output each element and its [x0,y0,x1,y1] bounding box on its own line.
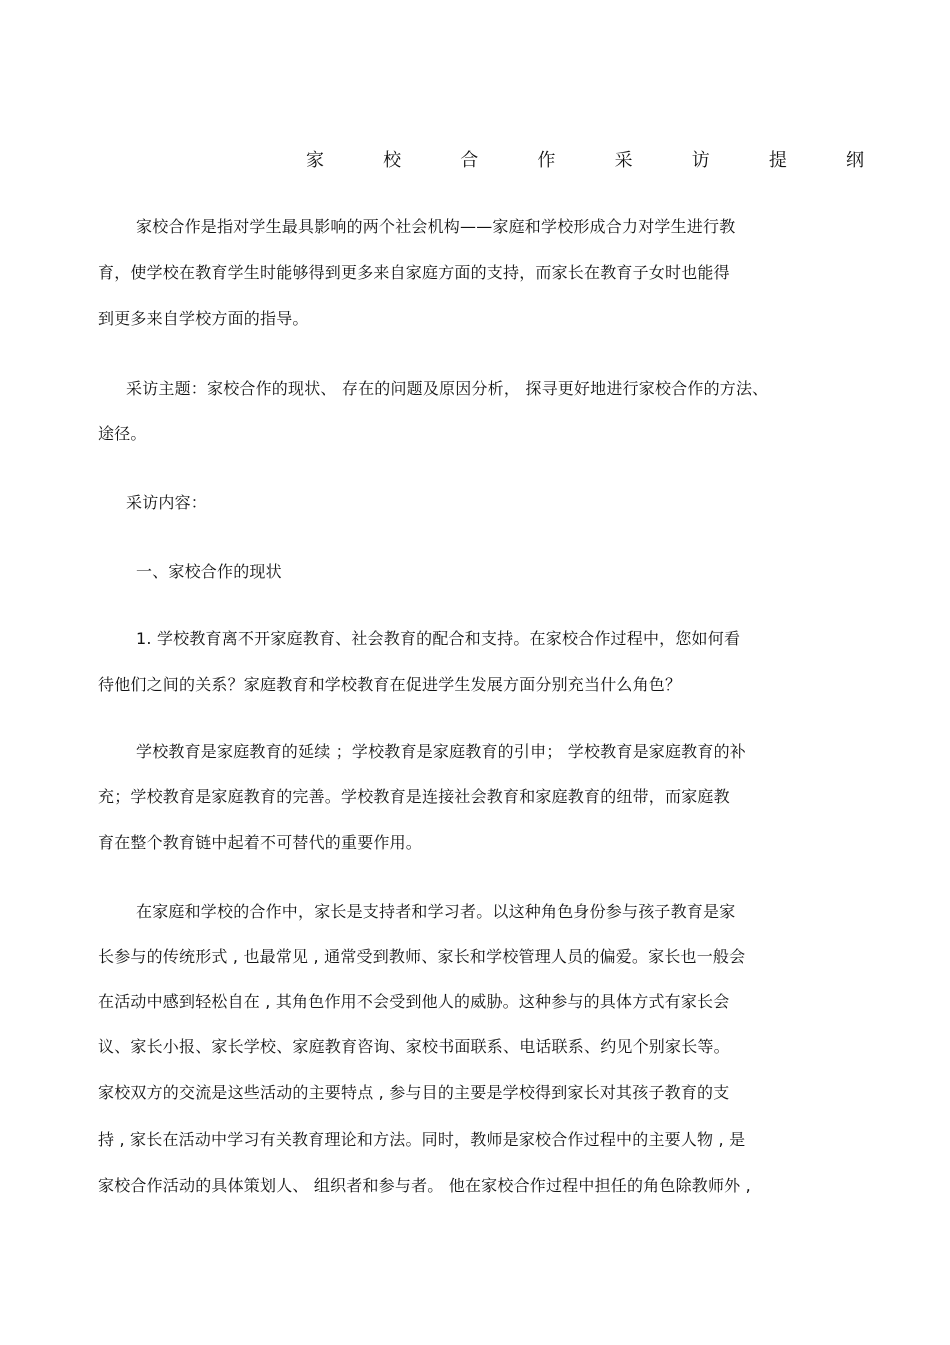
intro-line: 育，使学校在教育学生时能够得到更多来自家庭方面的支持，而家长在教育子女时也能得 [98,263,730,282]
title-char: 提 [768,150,787,171]
answer-line: 长参与的传统形式 , 也最常见 , 通常受到教师、家长和学校管理人员的偏爱。家长也一般会 [98,947,746,966]
document-title [305,147,865,175]
intro-line: 到更多来自学校方面的指导。 [98,309,309,328]
title-char: 合 [460,150,479,171]
title-char: 访 [691,150,710,171]
topic-line: 途径。 [98,424,147,443]
question-line: 1. 学校教育离不开家庭教育、社会教育的配合和支持。在家校合作过程中，您如何看 [136,629,741,648]
section-heading: 一、家校合作的现状 [136,562,282,581]
title-char: 作 [537,150,556,171]
answer-line: 在家庭和学校的合作中，家长是支持者和学习者。以这种角色身份参与孩子教育是家 [136,902,736,921]
content-label: 采访内容： [126,493,208,512]
intro-line: 家校合作是指对学生最具影响的两个社会机构——家庭和学校形成合力对学生进行教 [136,217,736,236]
answer-line: 充；学校教育是家庭教育的完善。学校教育是连接社会教育和家庭教育的纽带，而家庭教 [98,787,730,806]
question-line: 待他们之间的关系？家庭教育和学校教育在促进学生发展方面分别充当什么角色？ [98,675,682,694]
answer-line: 持 , 家长在活动中学习有关教育理论和方法。同时，教师是家校合作过程中的主要人物 , 是 [98,1130,746,1149]
title-char: 纲 [845,150,864,171]
answer-line: 家校双方的交流是这些活动的主要特点 , 参与目的主要是学校得到家长对其孩子教育的支 [98,1083,730,1102]
answer-line: 议、家长小报、家长学校、家庭教育咨询、家校书面联系、电话联系、约见个别家长等。 [98,1037,730,1056]
title-char: 校 [383,150,402,171]
title-char: 采 [614,150,633,171]
answer-line: 家校合作活动的具体策划人、 组织者和参与者。 他在家校合作过程中担任的角色除教师外 , [98,1176,751,1195]
title-char: 家 [306,150,324,171]
answer-line: 学校教育是家庭教育的延续 ；学校教育是家庭教育的引申； 学校教育是家庭教育的补 [136,742,746,761]
answer-line: 在活动中感到轻松自在 , 其角色作用不会受到他人的威胁。这种参与的具体方式有家长会 [98,992,730,1011]
topic-line: 采访主题：家校合作的现状、 存在的问题及原因分析， 探寻更好地进行家校合作的方法、 [126,379,769,398]
answer-line: 育在整个教育链中起着不可替代的重要作用。 [98,833,423,852]
